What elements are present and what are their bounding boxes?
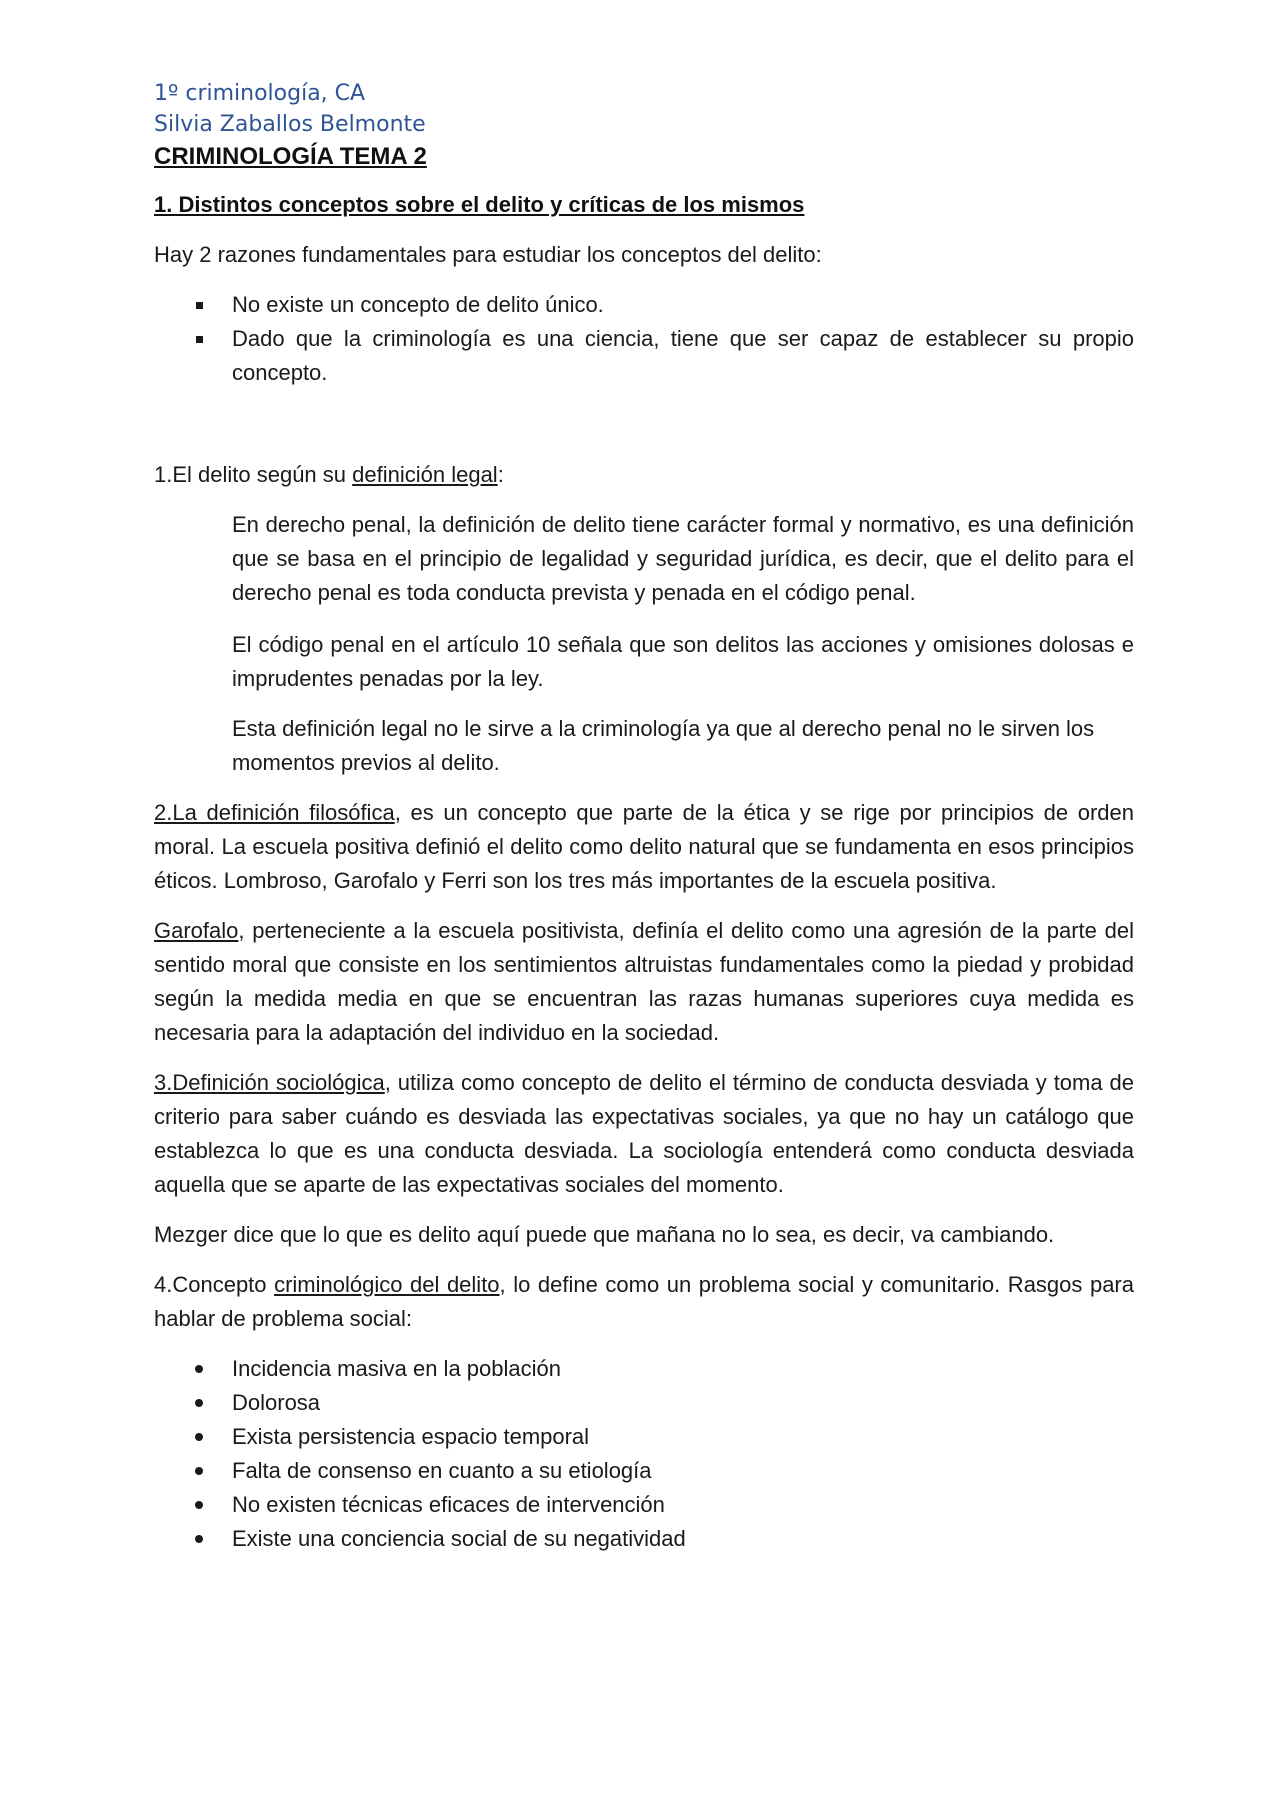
spacer [154,406,1134,458]
header-course: 1º criminología, CA [154,81,366,106]
criminological-term: criminológico del delito [274,1272,500,1297]
garofalo-term: Garofalo [154,918,239,943]
spacer [154,610,1134,628]
sociological-term: 3.Definición sociológica [154,1070,385,1095]
list-item: Dado que la criminología es una ciencia, tiene que ser capaz de establecer su propio concepto. [154,322,1134,390]
legal-definition-heading [154,458,1134,492]
criminological-text: , lo define como un problema social y comunitario. Rasgos para hablar de problema social: [154,1272,1134,1331]
section-heading: 1. Distintos conceptos sobre el delito y críticas de los mismos [154,192,805,217]
sociological-text: , utiliza como concepto de delito el término de conducta desviada y toma de criterio para saber cuándo es desviada las expectativas sociales, ya que no hay un catálogo que establezca lo que es una conducta desviada. La sociología entenderá como conducta desviada aquella que se aparte de las expectativas sociales del momento. [154,1070,1135,1197]
document-page [154,78,1134,1572]
legal-paragraph-3: Esta definición legal no le sirve a la criminología ya que al derecho penal no le sirven los momentos previos al delito. [232,716,1095,775]
mezger-paragraph: Mezger dice que lo que es delito aquí puede que mañana no lo sea, es decir, va cambiando. [154,1222,1055,1247]
list-item: Incidencia masiva en la población [154,1352,1134,1386]
reasons-list [154,288,1134,390]
criminological-prefix: 4.Concepto [154,1272,275,1297]
philosophical-text: , es un concepto que parte de la ética y se rige por principios de orden moral. La escuela positiva definió el delito como delito natural que se fundamenta en esos principios éticos. Lombroso, Garofalo y Ferri son los tres más importantes de la escuela positiva. [154,800,1134,893]
philosophical-paragraph [154,796,1134,898]
philosophical-term: 2.La definición filosófica [154,800,395,825]
header-author: Silvia Zaballos Belmonte [154,112,426,137]
sociological-paragraph [154,1066,1134,1202]
list-item: Dolorosa [154,1386,1134,1420]
garofalo-text: , perteneciente a la escuela positivista, definía el delito como una agresión de la parte del sentido moral que consiste en los sentimientos altruistas fundamentales como la piedad y probidad según la medida media en que se encuentran las razas humanas superiores cuya medida es necesaria para la adaptación del individuo en la sociedad. [154,918,1134,1045]
list-item: Existe una conciencia social de su negatividad [154,1522,1134,1556]
list-item: Exista persistencia espacio temporal [154,1420,1134,1454]
garofalo-paragraph [154,914,1134,1050]
criminological-paragraph [154,1268,1134,1336]
legal-term: definición legal [352,462,498,487]
list-item: Falta de consenso en cuanto a su etiología [154,1454,1134,1488]
traits-list [154,1352,1134,1556]
legal-prefix: 1.El delito según su [154,462,353,487]
legal-paragraph-1: En derecho penal, la definición de delito tiene carácter formal y normativo, es una definición que se basa en el principio de legalidad y seguridad jurídica, es decir, que el delito para el derecho penal es toda conducta prevista y penada en el código penal. [232,512,1134,605]
list-item: No existe un concepto de delito único. [154,288,1134,322]
document-title: CRIMINOLOGÍA TEMA 2 [154,143,427,170]
legal-suffix: : [497,462,504,487]
list-item: No existen técnicas eficaces de intervención [154,1488,1134,1522]
legal-paragraph-2: El código penal en el artículo 10 señala que son delitos las acciones y omisiones dolosas e imprudentes penadas por la ley. [232,632,1134,691]
intro-paragraph: Hay 2 razones fundamentales para estudiar los conceptos del delito: [154,242,822,267]
